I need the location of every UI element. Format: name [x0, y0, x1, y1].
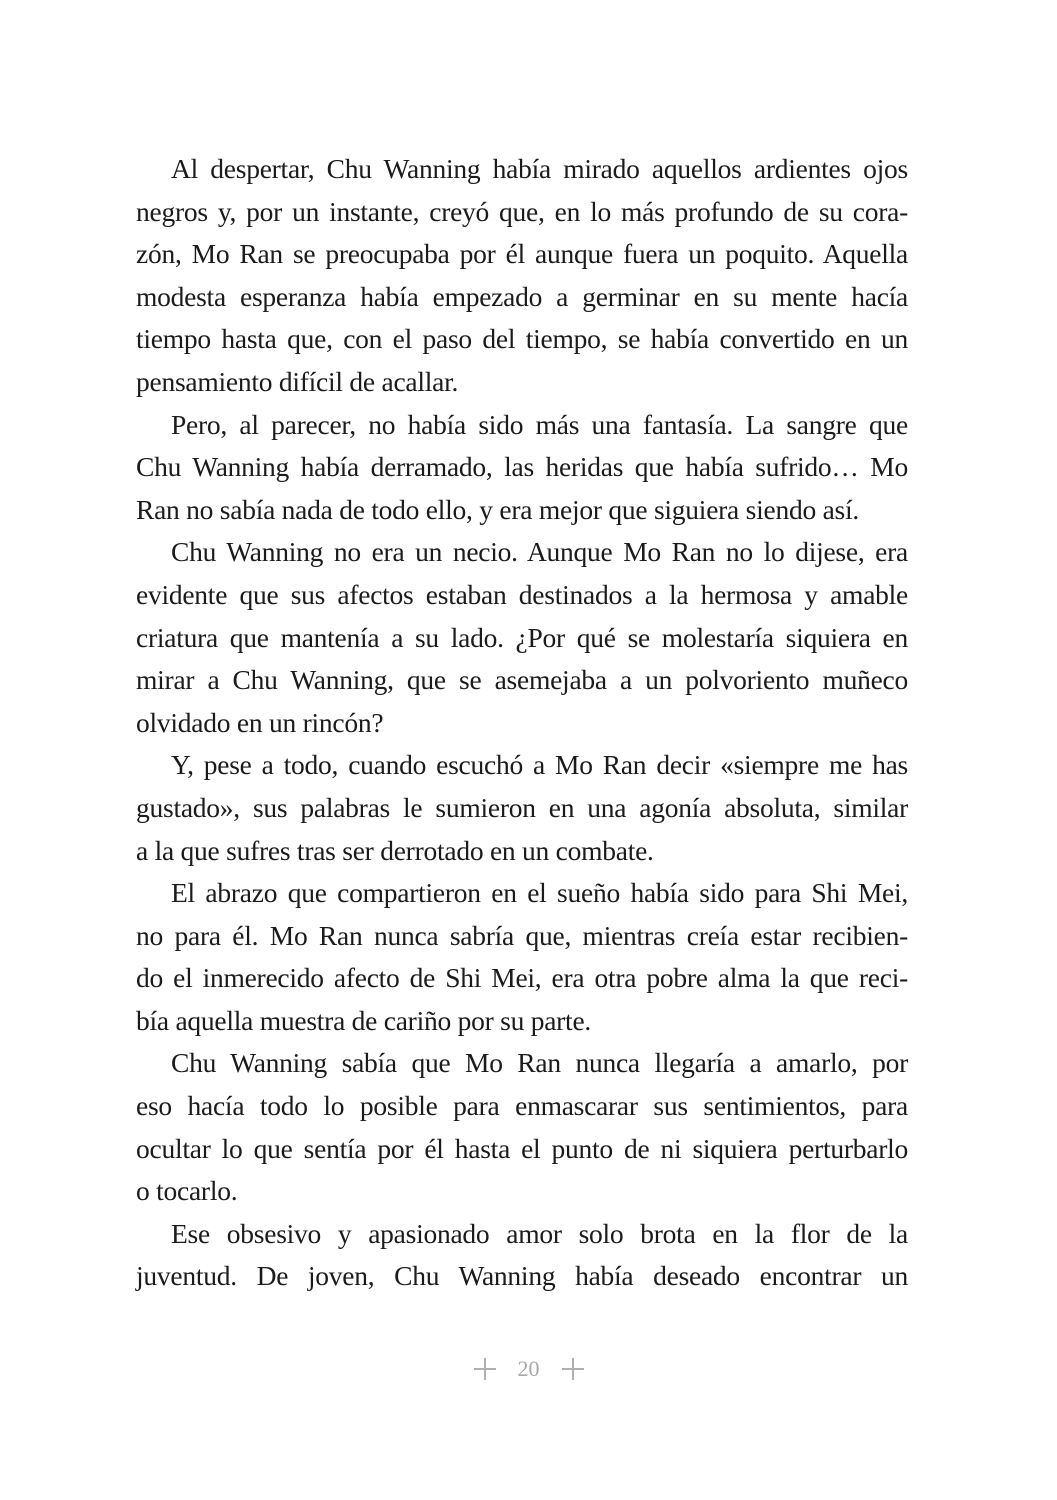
text-line: criatura que mantenía a su lado. ¿Por qué se molestaría siquiera en — [136, 621, 908, 653]
text-line: do el inmerecido afecto de Shi Mei, era otra pobre alma la que reci- — [136, 962, 908, 994]
text-line: El abrazo que compartieron en el sueño había sido para Shi Mei, — [171, 877, 908, 909]
text-line: Y, pese a todo, cuando escuchó a Mo Ran decir «siempre me has — [171, 749, 908, 781]
text-line: modesta esperanza había empezado a germinar en su mente hacía — [136, 280, 908, 312]
plus-ornament-icon — [474, 1358, 496, 1380]
text-line: no para él. Mo Ran nunca sabría que, mientras creía estar recibien- — [136, 919, 908, 951]
page-footer — [0, 1356, 1057, 1382]
text-line: olvidado en un rincón? — [136, 706, 384, 738]
text-line: Al despertar, Chu Wanning había mirado aquellos ardientes ojos — [171, 153, 908, 184]
plus-ornament-icon — [562, 1358, 584, 1380]
text-line: zón, Mo Ran se preocupaba por él aunque fuera un poquito. Aquella — [136, 238, 908, 270]
paragraph — [136, 148, 908, 404]
text-line: mirar a Chu Wanning, que se asemejaba a un polvoriento muñeco — [136, 664, 908, 696]
paragraph — [136, 531, 908, 744]
text-line: Chu Wanning no era un necio. Aunque Mo Ran no lo dijese, era — [171, 536, 908, 568]
text-line: pensamiento difícil de acallar. — [136, 365, 459, 397]
text-line: eso hacía todo lo posible para enmascarar sus sentimientos, para — [136, 1090, 908, 1122]
text-line: tiempo hasta que, con el paso del tiempo, se había convertido en un — [136, 323, 908, 355]
page-number: 20 — [517, 1356, 540, 1381]
paragraph — [136, 1213, 908, 1298]
text-line: gustado», sus palabras le sumieron en una agonía absoluta, similar — [136, 791, 908, 823]
text-line: Ran no sabía nada de todo ello, y era mejor que siguiera siendo así. — [136, 493, 859, 525]
text-line: bía aquella muestra de cariño por su parte. — [136, 1004, 592, 1036]
paragraph — [136, 404, 908, 532]
body-text — [136, 148, 908, 1298]
text-line: juventud. De joven, Chu Wanning había deseado encontrar un — [136, 1260, 908, 1292]
text-line: negros y, por un instante, creyó que, en lo más profundo de su cora- — [136, 195, 908, 227]
text-line: ocultar lo que sentía por él hasta el punto de ni siquiera perturbarlo — [136, 1132, 908, 1164]
text-line: Pero, al parecer, no había sido más una fantasía. La sangre que — [171, 408, 908, 440]
text-line: evidente que sus afectos estaban destinados a la hermosa y amable — [136, 578, 908, 610]
paragraph — [136, 744, 908, 872]
paragraph — [136, 1042, 908, 1212]
text-line: Chu Wanning había derramado, las heridas que había sufrido… Mo — [136, 451, 908, 483]
text-line: a la que sufres tras ser derrotado en un combate. — [136, 834, 654, 866]
text-line: Chu Wanning sabía que Mo Ran nunca llegaría a amarlo, por — [171, 1047, 908, 1079]
text-line: Ese obsesivo y apasionado amor solo brota en la flor de la — [171, 1217, 908, 1249]
paragraph — [136, 872, 908, 1042]
text-line: o tocarlo. — [136, 1175, 238, 1207]
